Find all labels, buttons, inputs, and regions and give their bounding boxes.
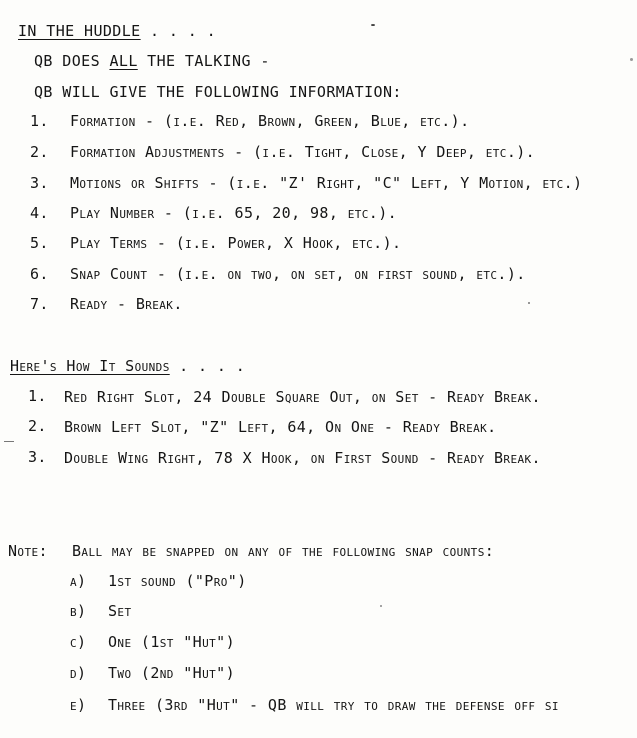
sounds-item-text: Red Right Slot, 24 Double Square Out, on Set - Ready Break. <box>64 388 541 406</box>
huddle-intro-1 <box>34 52 270 70</box>
sounds-heading: Here's How It Sounds <box>10 357 170 375</box>
huddle-intro-2: QB WILL GIVE THE FOLLOWING INFORMATION: <box>34 83 402 101</box>
intro1-pre: QB DOES <box>34 52 110 70</box>
scan-speck <box>630 58 633 61</box>
intro1-all: ALL <box>109 52 138 70</box>
sounds-item-number: 1. <box>28 387 47 405</box>
huddle-item-text: Play Number - (i.e. 65, 20, 98, etc.). <box>70 204 398 222</box>
huddle-item-number: 6. <box>30 265 49 283</box>
huddle-item-text: Snap Count - (i.e. on two, on set, on first sound, etc.). <box>70 265 526 283</box>
note-item-letter: a) <box>70 572 87 590</box>
sounds-heading-line <box>10 357 245 375</box>
note-item-text: Two (2nd "Hut") <box>108 664 236 682</box>
huddle-item-number: 5. <box>30 234 49 252</box>
note-item-letter: b) <box>70 602 87 620</box>
scan-speck <box>528 302 530 304</box>
huddle-item-number: 4. <box>30 204 49 222</box>
sounds-item-text: Brown Left Slot, "Z" Left, 64, On One - Ready Break. <box>64 418 497 436</box>
huddle-item-number: 7. <box>30 295 49 313</box>
huddle-item-number: 1. <box>30 112 49 130</box>
intro1-post: THE TALKING - <box>137 52 270 70</box>
huddle-item-number: 3. <box>30 174 49 192</box>
huddle-item-text: Motions or Shifts - (i.e. "Z' Right, "C" Left, Y Motion, etc.) <box>70 174 583 192</box>
sounds-item-text: Double Wing Right, 78 X Hook, on First Sound - Ready Break. <box>64 449 541 467</box>
huddle-heading-dots: . . . . <box>140 22 217 40</box>
note-item-text: 1st sound ("Pro") <box>108 572 247 590</box>
note-label: Note: <box>8 542 48 560</box>
note-item-letter: e) <box>70 696 87 714</box>
huddle-item-text: Ready - Break. <box>70 295 183 313</box>
huddle-heading-line <box>18 22 216 40</box>
sounds-item-number: 2. <box>28 417 47 435</box>
note-item-letter: c) <box>70 633 87 651</box>
sounds-item-number: 3. <box>28 448 47 466</box>
sounds-heading-dots: . . . . <box>169 357 246 375</box>
note-item-text: One (1st "Hut") <box>108 633 236 651</box>
note-text: Ball may be snapped on any of the following snap counts: <box>72 542 495 560</box>
scan-speck <box>380 605 382 607</box>
note-item-text: Three (3rd "Hut" - QB will try to draw the defense off si <box>108 696 559 714</box>
huddle-heading: IN THE HUDDLE <box>18 22 141 40</box>
scan-speck <box>4 441 14 442</box>
scan-speck <box>371 24 375 26</box>
huddle-item-text: Formation Adjustments - (i.e. Tight, Close, Y Deep, etc.). <box>70 143 536 161</box>
note-item-letter: d) <box>70 664 87 682</box>
note-item-text: Set <box>108 602 132 620</box>
huddle-item-number: 2. <box>30 143 49 161</box>
huddle-item-text: Play Terms - (i.e. Power, X Hook, etc.). <box>70 234 402 252</box>
huddle-item-text: Formation - (i.e. Red, Brown, Green, Blue, etc.). <box>70 112 470 130</box>
